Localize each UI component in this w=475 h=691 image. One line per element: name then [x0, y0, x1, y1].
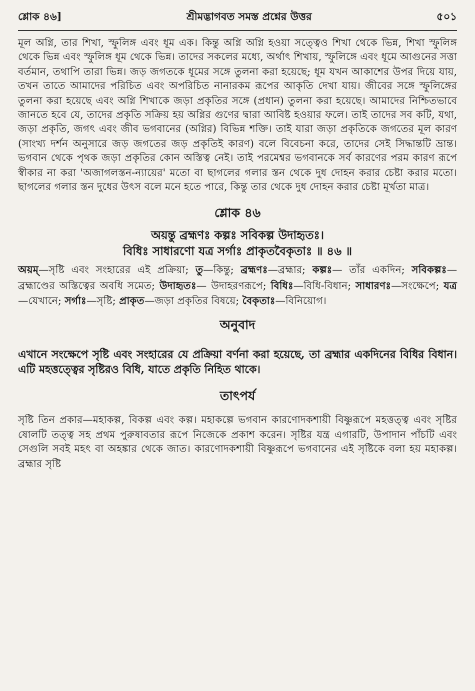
synonym-term: বিধিঃ: [270, 279, 294, 292]
synonym-term: প্রাকৃত: [119, 295, 145, 308]
synonym-meaning: —কিন্তু;: [203, 265, 241, 277]
synonym-term: সবিকল্পঃ: [411, 264, 447, 277]
synonym-term: তু: [195, 264, 204, 277]
running-head: [18, 10, 457, 31]
translation-text: এখানে সংক্ষেপে সৃষ্টি এবং সংহারের যে প্রক্রিয়া বর্ণনা করা হয়েছে, তা ব্রহ্মার একদিনের বিধির বিধান। এটি মহত্তত্ত্বের সৃষ্টিরও বিধি, যাতে প্রকৃতি নিহিত থাকে।: [18, 348, 457, 377]
synonym-term: উদাহৃতঃ: [159, 279, 197, 292]
synonym-term: ব্রহ্মণঃ: [240, 264, 268, 277]
verse-heading: শ্লোক ৪৬: [214, 205, 261, 221]
synonym-meaning: —সৃষ্টি;: [86, 296, 120, 308]
translation-heading: অনুবাদ: [219, 316, 256, 332]
verse-line-1: অয়ন্তু ব্রহ্মণঃ কল্পঃ সবিকল্প উদাহৃতঃ।: [150, 228, 325, 243]
synonym-term: বৈকৃতাঃ: [242, 295, 276, 308]
synonym-term: অয়ম্: [18, 264, 39, 277]
verse-reference: শ্লোক ৪৬]: [18, 11, 62, 23]
synonym-meaning: —ব্রহ্মার;: [267, 265, 313, 277]
synonym-meaning: — তাঁর একদিন;: [332, 265, 412, 277]
synonym-term: যত্র: [443, 279, 457, 292]
synonym-meaning: —সৃষ্টি এবং সংহারের এই প্রক্রিয়া;: [38, 265, 196, 277]
synonym-meaning: —জড়া প্রকৃতির বিষয়ে;: [144, 296, 243, 308]
synonym-meaning: —সংক্ষেপে;: [391, 280, 444, 292]
synonym-term: কল্পঃ: [312, 264, 333, 277]
synonym-meaning: —ব্রহ্মাণ্ডের অস্তিত্বের অবধি সমেত;: [18, 265, 457, 292]
synonym-meaning: —যেখানে;: [18, 296, 65, 308]
purport-continued: মূল অগ্নি, তার শিখা, স্ফুলিঙ্গ এবং ধূম এক। কিন্তু অগ্নি অগ্নি হওয়া সত্ত্বেও শিখা থেকে ভিন্ন, শিখা স্ফুলিঙ্গ থেকে ভিন্ন এবং স্ফুলিঙ্গ ধূম থেকে ভিন্ন। তাদের সকলের মধ্যে, অর্থাৎ শিখায়, স্ফুলিঙ্গে এবং ধূমে আগুনের সত্তা বর্তমান, তথাপি তারা ভিন্ন। জড় জগতকে ধূমের সঙ্গে তুলনা করা হয়েছে; ধূম যখন আকাশের উপর দিয়ে যায়, তখন তাতে আমাদের পরিচিত এবং অপরিচিত নানারকম রূপের আকৃতি দেখা যায়। জীবের সঙ্গে স্ফুলিঙ্গের তুলনা করা হয়েছে এবং অগ্নি শিখাকে জড়া প্রকৃতির সঙ্গে (প্রধান) তুলনা করা হয়েছে। আমাদের নিশ্চিতভাবে জানতে হবে যে, তাদের প্রকৃতি সক্রিয় হয় অগ্নির গুণের দ্বারা আবিষ্ট হওয়ার ফলে। তাই তাদের সব কটি, যথা, জড়া প্রকৃতি, জগৎ এবং জীব ভগবানের (অগ্নির) বিভিন্ন শক্তি। তাই যারা জড়া প্রকৃতিকে জগতের মূল কারণ (সাংখ্য দর্শন অনুসারে জড় জগতের জড় প্রকৃতিই কারণ) বলে বিবেচনা করে, তাদের সেই সিদ্ধান্তটি ভ্রান্ত। ভগবান থেকে পৃথক জড়া প্রকৃতির কোন অস্তিত্ব নেই। তাই পরমেশ্বর ভগবানকে সর্ব কারণের পরম কারণ রূপে স্বীকার না করা 'অজাগলস্তন-ন্যায়ের' মতো বা ছাগলের গলার স্তন থেকে দুধ দোহন করার চেষ্টা করার মতো। ছাগলের গলার স্তন দুধের উৎস বলে মনে হতে পারে, কিন্তু তার থেকে দুধ দোহন করার চেষ্টা মূর্খতা মাত্র।: [18, 38, 457, 194]
purport-heading: তাৎপর্য: [219, 388, 256, 404]
purport-text: সৃষ্টি তিন প্রকার—মহাকল্প, বিকল্প এবং কল্প। মহাকল্পে ভগবান কারণোদকশায়ী বিষ্ণুরূপে মহত্তত্ত্ব এবং সৃষ্টির ষোলটি তত্ত্ব সহ প্রথম পুরুষাবতার রূপে নিজেকে প্রকাশ করেন। সৃষ্টির যন্ত্র এগারটি, উপাদান পাঁচটি এবং সেগুলি সবই মহৎ বা অহঙ্কার থেকে জাত। কারণোদকশায়ী বিষ্ণুরূপে ভগবানের এই সৃষ্টিকে বলা হয় মহাকল্প। ব্রহ্মার সৃষ্টি: [18, 415, 457, 470]
synonym-term: সর্গাঃ: [64, 295, 87, 308]
synonym-meaning: — উদাহরণরূপে;: [196, 280, 271, 292]
page-number: ৫০১: [436, 11, 457, 23]
verse-line-2: বিধিঃ সাধারণো যত্র সর্গাঃ প্রাকৃতবৈকৃতাঃ ॥ ৪৬ ॥: [122, 244, 353, 259]
synonym-term: সাধারণঃ: [355, 279, 392, 292]
synonym-meaning: —বিনিয়োগ।: [275, 296, 327, 308]
synonym-meaning: —বিধি-বিধান;: [293, 280, 356, 292]
synonyms: [18, 263, 457, 309]
chapter-title: শ্রীমদ্ভাগবত সমস্ত প্রশ্নের উত্তর: [186, 11, 312, 23]
